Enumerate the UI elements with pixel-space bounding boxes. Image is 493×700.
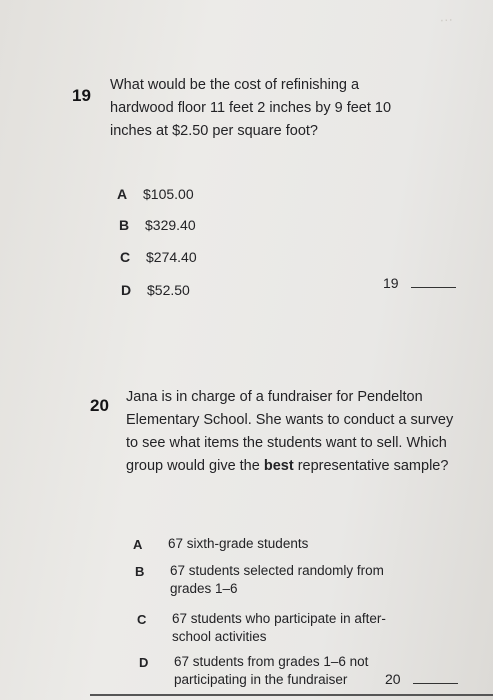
answer-label: 20 xyxy=(385,671,401,687)
option-letter: A xyxy=(133,537,143,552)
q20-option-b[interactable] xyxy=(135,562,400,598)
option-text: $274.40 xyxy=(146,249,197,265)
option-letter: B xyxy=(119,217,130,233)
option-letter: C xyxy=(137,612,147,627)
page-bottom-rule xyxy=(90,694,493,696)
option-text: $329.40 xyxy=(145,217,196,233)
bleed-through-text: … xyxy=(438,7,454,25)
question-19-text: What would be the cost of refinishing a hardwood floor 11 feet 2 inches by 9 feet 10 inches at $2.50 per square foot? xyxy=(110,77,392,139)
answer-blank[interactable] xyxy=(413,682,458,684)
q19-answer-line[interactable] xyxy=(383,275,456,291)
question-20-number: 20 xyxy=(90,396,109,415)
option-text: $105.00 xyxy=(143,186,194,202)
option-letter: C xyxy=(120,249,131,265)
question-19-number: 19 xyxy=(72,86,91,105)
question-emphasis: best xyxy=(263,458,294,474)
option-letter: A xyxy=(117,186,128,202)
q20-option-c[interactable] xyxy=(137,610,397,646)
q20-answer-line[interactable] xyxy=(385,671,458,687)
question-text-part: Jana is in charge of a fundraiser for Pendelton Elementary School. She wants to conduct a survey to see what items the students want to sell. Which group would give the xyxy=(126,389,454,474)
answer-label: 19 xyxy=(383,275,399,291)
q19-option-d[interactable] xyxy=(121,282,190,298)
option-letter: D xyxy=(139,655,149,670)
answer-blank[interactable] xyxy=(411,286,456,288)
option-text: $52.50 xyxy=(147,282,190,298)
option-text: 67 students selected randomly from grades 1–6 xyxy=(170,563,384,596)
q19-option-c[interactable] xyxy=(120,249,197,265)
q19-option-b[interactable] xyxy=(119,217,196,233)
question-20-text xyxy=(126,386,466,478)
option-text: 67 students who participate in after-school activities xyxy=(172,611,386,644)
option-letter: D xyxy=(121,282,132,298)
option-text: 67 students from grades 1–6 not participating in the fundraiser xyxy=(174,654,369,687)
q20-option-d[interactable] xyxy=(139,653,389,689)
q20-option-a[interactable] xyxy=(133,535,398,553)
q19-option-a[interactable] xyxy=(117,186,194,202)
question-text-part: representative sample? xyxy=(293,458,449,474)
option-text: 67 sixth-grade students xyxy=(168,536,309,551)
option-letter: B xyxy=(135,564,145,579)
